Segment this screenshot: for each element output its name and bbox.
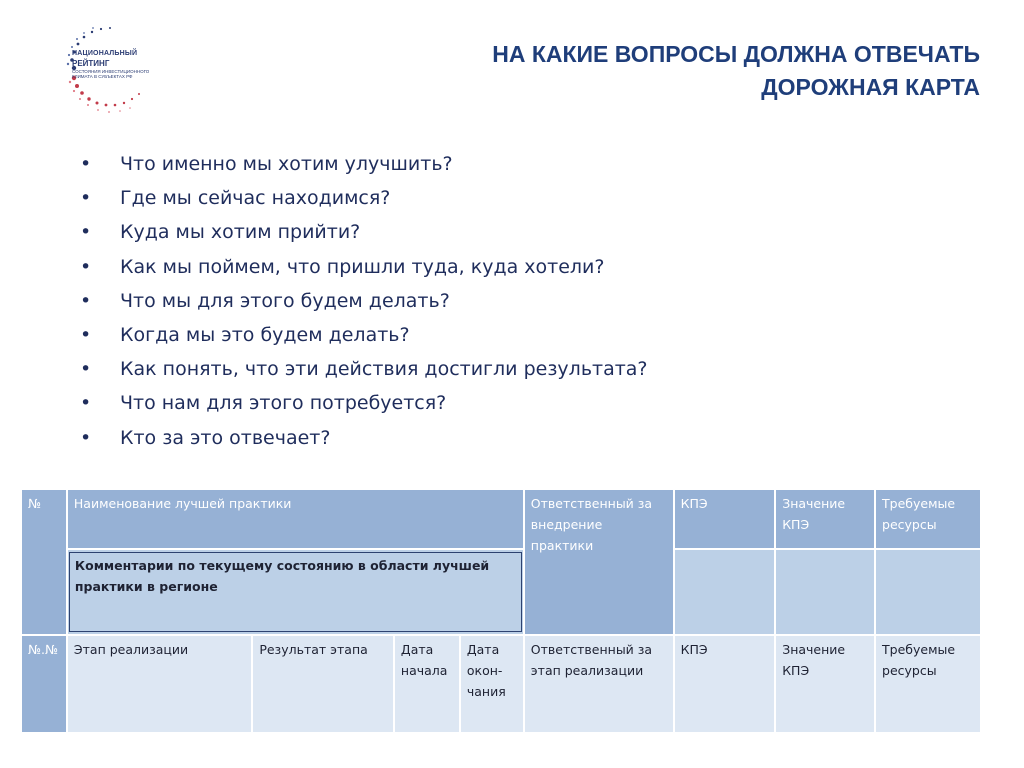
question-text: Что нам для этого потребуется?: [120, 392, 447, 415]
kpe-header: КПЭ: [674, 489, 776, 549]
comment-kpe-value-cell: [775, 549, 875, 635]
question-text: Куда мы хотим прийти?: [120, 221, 361, 244]
question-text: Что именно мы хотим улучшить?: [120, 153, 453, 175]
list-item: [80, 147, 648, 181]
page-title-line-2: ДОРОЖНАЯ КАРТА: [761, 74, 980, 100]
bullet-icon: •: [80, 323, 92, 346]
comment-resources-cell: [875, 549, 981, 635]
logo-line-1: НАЦИОНАЛЬНЫЙ: [72, 50, 138, 57]
bullet-icon: •: [80, 255, 92, 278]
start-date-cell: Дата начала: [394, 635, 460, 733]
roadmap-table: [20, 488, 982, 734]
list-item: [80, 250, 648, 284]
resources-header: Требуемые ресурсы: [875, 489, 981, 549]
logo-line-3: СОСТОЯНИЯ ИНВЕСТИЦИОННОГО КЛИМАТА В СУБЪЕКТАХ РФ: [72, 69, 150, 79]
bullet-icon: •: [80, 153, 92, 175]
comment-cell: [67, 549, 524, 635]
stage-kpe-value-cell: Значение КПЭ: [775, 635, 875, 733]
question-text: Где мы сейчас находимся?: [120, 187, 391, 210]
comment-kpe-cell: [674, 549, 776, 635]
stage-kpe-cell: КПЭ: [674, 635, 776, 733]
bullet-icon: •: [80, 187, 92, 210]
bullet-icon: •: [80, 392, 92, 415]
kpe-value-header: Значение КПЭ: [775, 489, 875, 549]
bullet-icon: •: [80, 289, 92, 312]
page-title: [492, 38, 980, 104]
list-item: [80, 318, 648, 352]
stage-resources-cell: Требуемые ресурсы: [875, 635, 981, 733]
list-item: [80, 352, 648, 386]
list-item: [80, 284, 648, 318]
end-date-cell: Дата окон-чания: [460, 635, 524, 733]
question-text: Кто за это отвечает?: [120, 426, 331, 449]
stage-cell: Этап реализации: [67, 635, 252, 733]
questions-list: [80, 147, 648, 455]
comment-row: [21, 549, 981, 635]
list-item: [80, 181, 648, 215]
comment-text: Комментарии по текущему состоянию в области лучшей практики в регионе: [69, 552, 522, 632]
question-text: Что мы для этого будем делать?: [120, 289, 450, 312]
list-item: [80, 215, 648, 249]
table-row: [21, 635, 981, 733]
stage-result-cell: Результат этапа: [252, 635, 394, 733]
question-text: Когда мы это будем делать?: [120, 323, 410, 346]
table-header-row: [21, 489, 981, 549]
bullet-icon: •: [80, 221, 92, 244]
logo: [60, 22, 170, 122]
subnum-header: №.№: [21, 635, 67, 733]
practice-name-header: Наименование лучшей практики: [67, 489, 524, 549]
question-text: Как мы поймем, что пришли туда, куда хотели?: [120, 255, 605, 278]
logo-line-2: РЕЙТИНГ: [72, 59, 110, 68]
bullet-icon: •: [80, 358, 92, 381]
list-item: [80, 386, 648, 420]
bullet-icon: •: [80, 426, 92, 449]
list-item: [80, 421, 648, 455]
num-header: №: [21, 489, 67, 635]
page-title-line-1: НА КАКИЕ ВОПРОСЫ ДОЛЖНА ОТВЕЧАТЬ: [492, 41, 980, 67]
stage-responsible-cell: Ответственный за этап реализации: [524, 635, 674, 733]
question-text: Как понять, что эти действия достигли результата?: [120, 358, 648, 381]
responsible-header: Ответственный за внедрение практики: [524, 489, 674, 635]
